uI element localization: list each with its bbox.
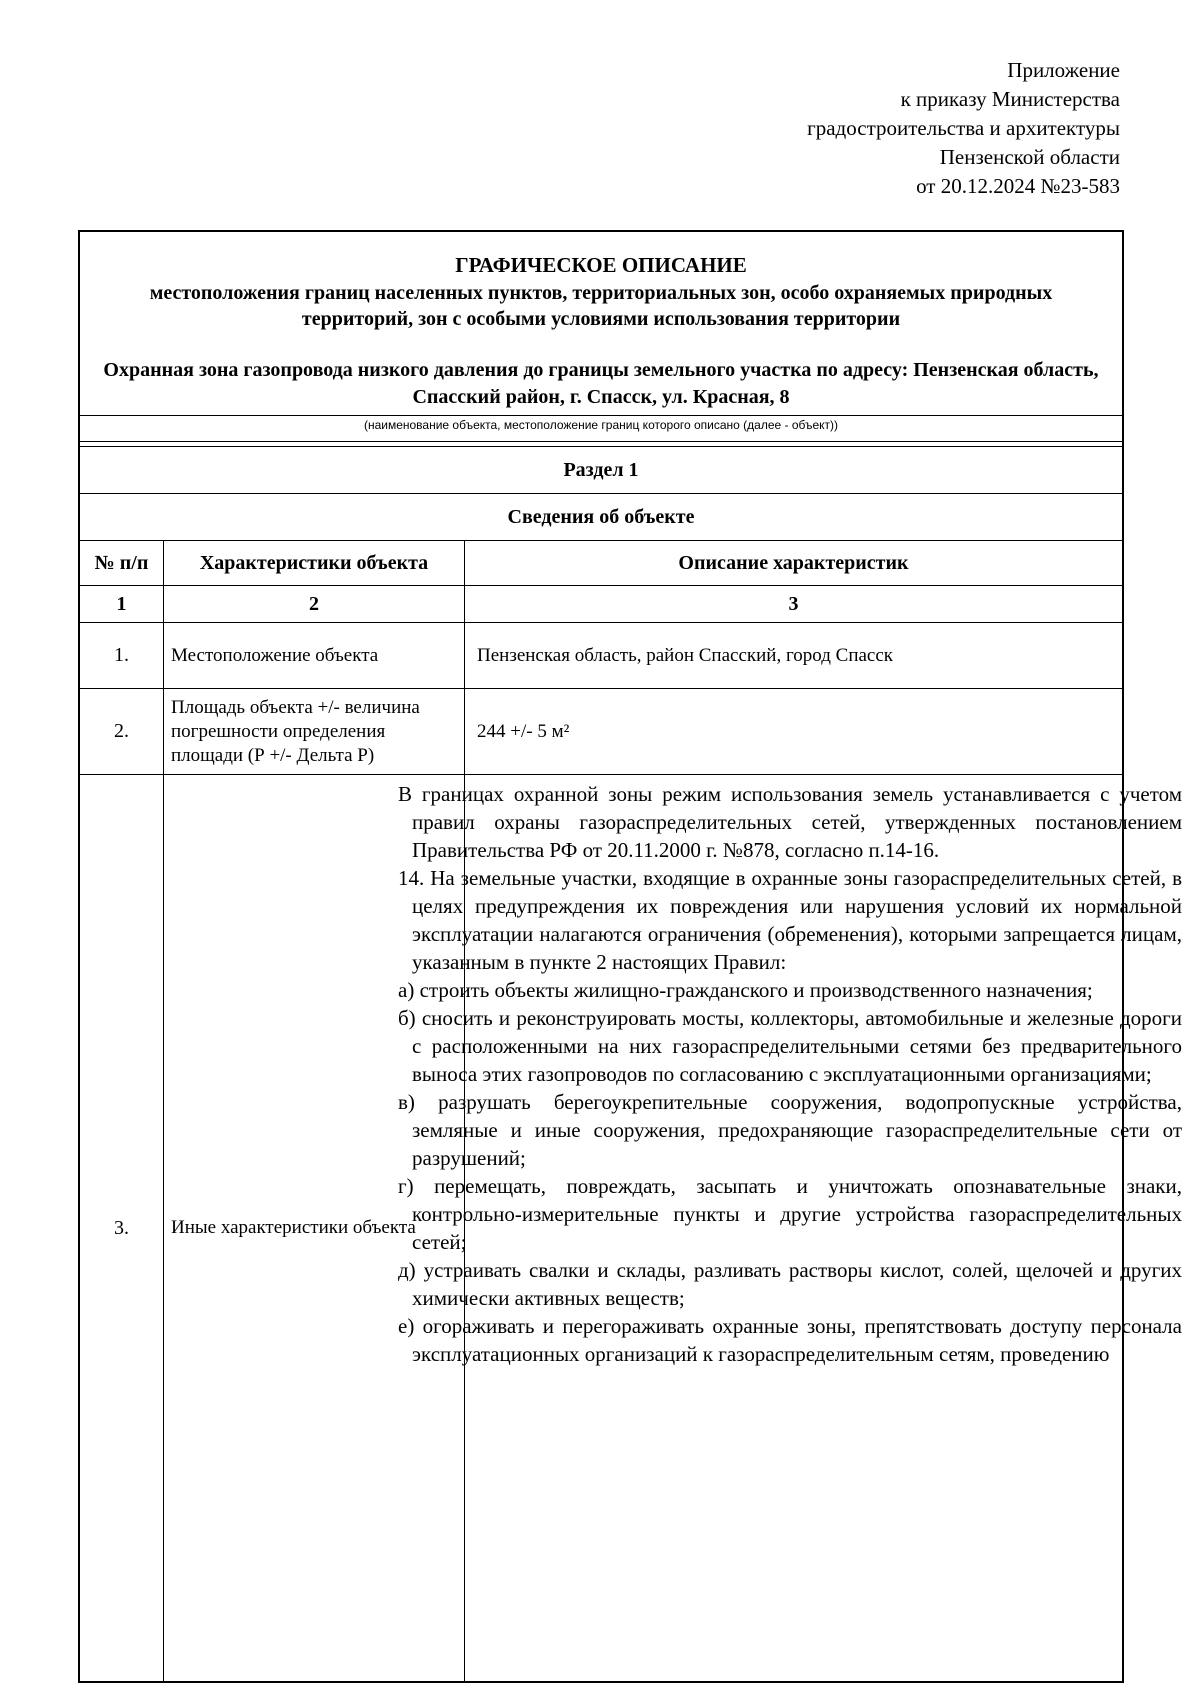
col3-number: 3 xyxy=(788,592,799,615)
row3-paragraph: в) разрушать берегоукрепительные сооружения, водопропускные устройства, земляные и иные сооружения, предохраняющие газораспределительные сети от разрушений; xyxy=(398,1090,1182,1170)
approval-line-2: к приказу Министерства xyxy=(900,87,1120,111)
row1-name: Местоположение объекта xyxy=(164,623,465,688)
row3-paragraph: 14. На земельные участки, входящие в охранные зоны газораспределительных сетей, в целях предупреждения их повреждения или нарушения условий их нормальной эксплуатации налагаются ограничения (обременения), которыми запрещается лицам, указанным в пункте 2 настоящих Правил: xyxy=(398,866,1182,974)
approval-line-3: градостроительства и архитектуры xyxy=(807,116,1120,140)
document-title: ГРАФИЧЕСКОЕ ОПИСАНИЕ xyxy=(455,253,747,277)
approval-line-4: Пензенской области xyxy=(939,145,1120,169)
row3-paragraph: В границах охранной зоны режим использования земель устанавливается с учетом правил охраны газораспределительных сетей, утвержденных постановлением Правительства РФ от 20.11.2000 г. №878, согласно п.14-16. xyxy=(398,782,1182,862)
row1-num: 1. xyxy=(80,623,164,688)
row3-value xyxy=(398,780,1182,1368)
row3-paragraph: г) перемещать, повреждать, засыпать и уничтожать опознавательные знаки, контрольно-измерительные пункты и другие устройства газораспределительных сетей; xyxy=(398,1174,1182,1254)
approval-line-1: Приложение xyxy=(1007,58,1120,82)
row2-num: 2. xyxy=(80,689,164,774)
row3-paragraph: е) огораживать и перегораживать охранные зоны, препятствовать доступу персонала эксплуатационных организаций к газораспределительным сетям, проведению xyxy=(398,1314,1182,1366)
col2-number: 2 xyxy=(164,586,465,622)
document-subtitle: местоположения границ населенных пунктов, территориальных зон, особо охраняемых природных территорий, зон с особыми условиями использования территории xyxy=(149,282,1053,330)
table-row xyxy=(80,689,1122,775)
table-row xyxy=(80,623,1122,689)
col3-header: Описание характеристик xyxy=(678,551,909,574)
table-header-row xyxy=(80,541,1122,586)
row1-value: Пензенская область, район Спасский, город Спасск xyxy=(477,644,894,666)
row3-num: 3. xyxy=(80,775,164,1681)
col1-number: 1 xyxy=(80,586,164,622)
document-header xyxy=(80,232,1122,416)
col2-header: Характеристики объекта xyxy=(164,541,465,585)
row3-name: Иные характеристики объекта xyxy=(164,775,465,1681)
row2-value: 244 +/- 5 м² xyxy=(477,720,570,742)
approval-block xyxy=(620,56,1120,201)
row2-name: Площадь объекта +/- величина погрешности определения площади (Р +/- Дельта Р) xyxy=(164,689,465,774)
table-number-row xyxy=(80,586,1122,623)
row3-paragraph: б) сносить и реконструировать мосты, коллекторы, автомобильные и железные дороги с расположенными на них газораспределительными сетями без предварительного выноса этих газопроводов по согласованию с эксплуатационными организациями; xyxy=(398,1006,1182,1086)
section-title xyxy=(80,447,1122,494)
row3-paragraph: д) устраивать свалки и склады, разливать растворы кислот, солей, щелочей и других химически активных веществ; xyxy=(398,1258,1182,1310)
section-title-text: Раздел 1 xyxy=(563,458,639,481)
object-name: Охранная зона газопровода низкого давления до границы земельного участка по адресу: Пензенская область, Спасский район, г. Спасск, ул. Красная, 8 xyxy=(103,359,1099,408)
section-subtitle xyxy=(80,494,1122,541)
row3-paragraph: а) строить объекты жилищно-гражданского и производственного назначения; xyxy=(398,978,1093,1002)
col1-header: № п/п xyxy=(80,541,164,585)
approval-line-5: от 20.12.2024 №23-583 xyxy=(916,174,1120,198)
object-caption: (наименование объекта, местоположение границ которого описано (далее - объект)) xyxy=(80,415,1122,442)
section-subtitle-text: Сведения об объекте xyxy=(507,505,695,528)
